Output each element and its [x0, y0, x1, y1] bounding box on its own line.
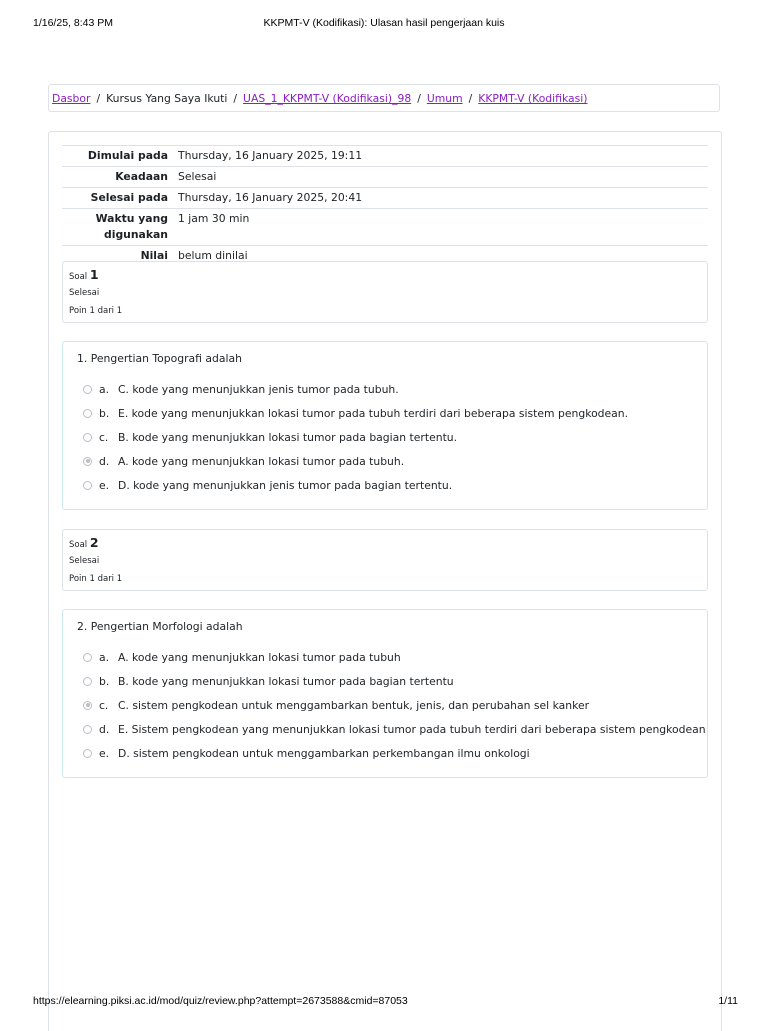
radio-icon[interactable]: [83, 677, 92, 686]
summary-value: belum dinilai: [174, 246, 708, 267]
radio-icon[interactable]: [83, 725, 92, 734]
radio-icon[interactable]: [83, 433, 92, 442]
answer-option[interactable]: c. C. sistem pengkodean untuk menggambarkan bentuk, jenis, dan perubahan sel kanker: [83, 697, 589, 715]
breadcrumb-quiz[interactable]: KKPMT-V (Kodifikasi): [478, 92, 588, 105]
breadcrumb-umum[interactable]: Umum: [426, 92, 463, 105]
summary-value: 1 jam 30 min: [174, 209, 708, 246]
print-header: [0, 17, 768, 31]
radio-selected-icon[interactable]: [83, 457, 92, 466]
summary-row: [62, 146, 708, 167]
attempt-summary-table: [62, 145, 708, 266]
print-url: https://elearning.piksi.ac.id/mod/quiz/review.php?attempt=2673588&cmid=87053: [33, 995, 408, 1007]
summary-value: Thursday, 16 January 2025, 19:11: [174, 146, 708, 167]
summary-row: [62, 188, 708, 209]
question-text: 2. Pengertian Morfologi adalah: [77, 620, 243, 633]
radio-icon[interactable]: [83, 481, 92, 490]
answer-option[interactable]: b. E. kode yang menunjukkan lokasi tumor pada tubuh terdiri dari beberapa sistem pengkodean.: [83, 405, 628, 423]
question-state: Selesai: [69, 288, 100, 298]
question-number: 2: [89, 535, 99, 550]
breadcrumb-separator: /: [233, 92, 238, 105]
breadcrumb: [48, 84, 720, 112]
answer-option[interactable]: e. D. kode yang menunjukkan jenis tumor pada bagian tertentu.: [83, 477, 452, 495]
answer-option[interactable]: b. B. kode yang menunjukkan lokasi tumor pada bagian tertentu: [83, 673, 454, 691]
print-footer: [0, 995, 768, 1009]
summary-row: [62, 167, 708, 188]
answer-option[interactable]: d. E. Sistem pengkodean yang menunjukkan lokasi tumor pada tubuh terdiri dari beberapa sistem pengkodean: [83, 721, 706, 739]
answer-option[interactable]: a. C. kode yang menunjukkan jenis tumor pada tubuh.: [83, 381, 399, 399]
summary-value: Selesai: [174, 167, 708, 188]
summary-label: Keadaan: [62, 167, 174, 188]
print-title: KKPMT-V (Kodifikasi): Ulasan hasil pengerjaan kuis: [263, 17, 505, 29]
answer-option[interactable]: d. A. kode yang menunjukkan lokasi tumor pada tubuh.: [83, 453, 404, 471]
breadcrumb-course[interactable]: UAS_1_KKPMT-V (Kodifikasi)_98: [243, 92, 412, 105]
answer-option[interactable]: c. B. kode yang menunjukkan lokasi tumor pada bagian tertentu.: [83, 429, 457, 447]
breadcrumb-dasbor[interactable]: Dasbor: [52, 92, 91, 105]
answer-option[interactable]: a. A. kode yang menunjukkan lokasi tumor pada tubuh: [83, 649, 401, 667]
summary-label: Dimulai pada: [62, 146, 174, 167]
radio-icon[interactable]: [83, 653, 92, 662]
question-content-2: [62, 609, 708, 778]
question-points: Poin 1 dari 1: [69, 574, 123, 584]
answer-option[interactable]: e. D. sistem pengkodean untuk menggambarkan perkembangan ilmu onkologi: [83, 745, 530, 763]
summary-value: Thursday, 16 January 2025, 20:41: [174, 188, 708, 209]
radio-icon[interactable]: [83, 749, 92, 758]
summary-label: Selesai pada: [62, 188, 174, 209]
breadcrumb-kursus: Kursus Yang Saya Ikuti: [106, 92, 228, 105]
summary-label: Waktu yang digunakan: [62, 209, 174, 246]
radio-icon[interactable]: [83, 385, 92, 394]
breadcrumb-separator: /: [417, 92, 421, 105]
question-info-2: [62, 529, 708, 591]
breadcrumb-separator: /: [468, 92, 473, 105]
breadcrumb-separator: /: [96, 92, 101, 105]
radio-icon[interactable]: [83, 409, 92, 418]
summary-row: [62, 209, 708, 246]
soal-label: Soal: [69, 272, 88, 282]
radio-selected-icon[interactable]: [83, 701, 92, 710]
question-content-1: [62, 341, 708, 510]
question-number: 1: [89, 267, 99, 282]
question-state: Selesai: [69, 556, 100, 566]
question-text: 1. Pengertian Topografi adalah: [77, 352, 242, 365]
print-datetime: 1/16/25, 8:43 PM: [33, 17, 113, 29]
soal-label: Soal: [69, 540, 88, 550]
summary-label: Nilai: [62, 246, 174, 267]
question-points: Poin 1 dari 1: [69, 306, 123, 316]
print-page-number: 1/11: [718, 995, 738, 1007]
question-info-1: [62, 261, 708, 323]
